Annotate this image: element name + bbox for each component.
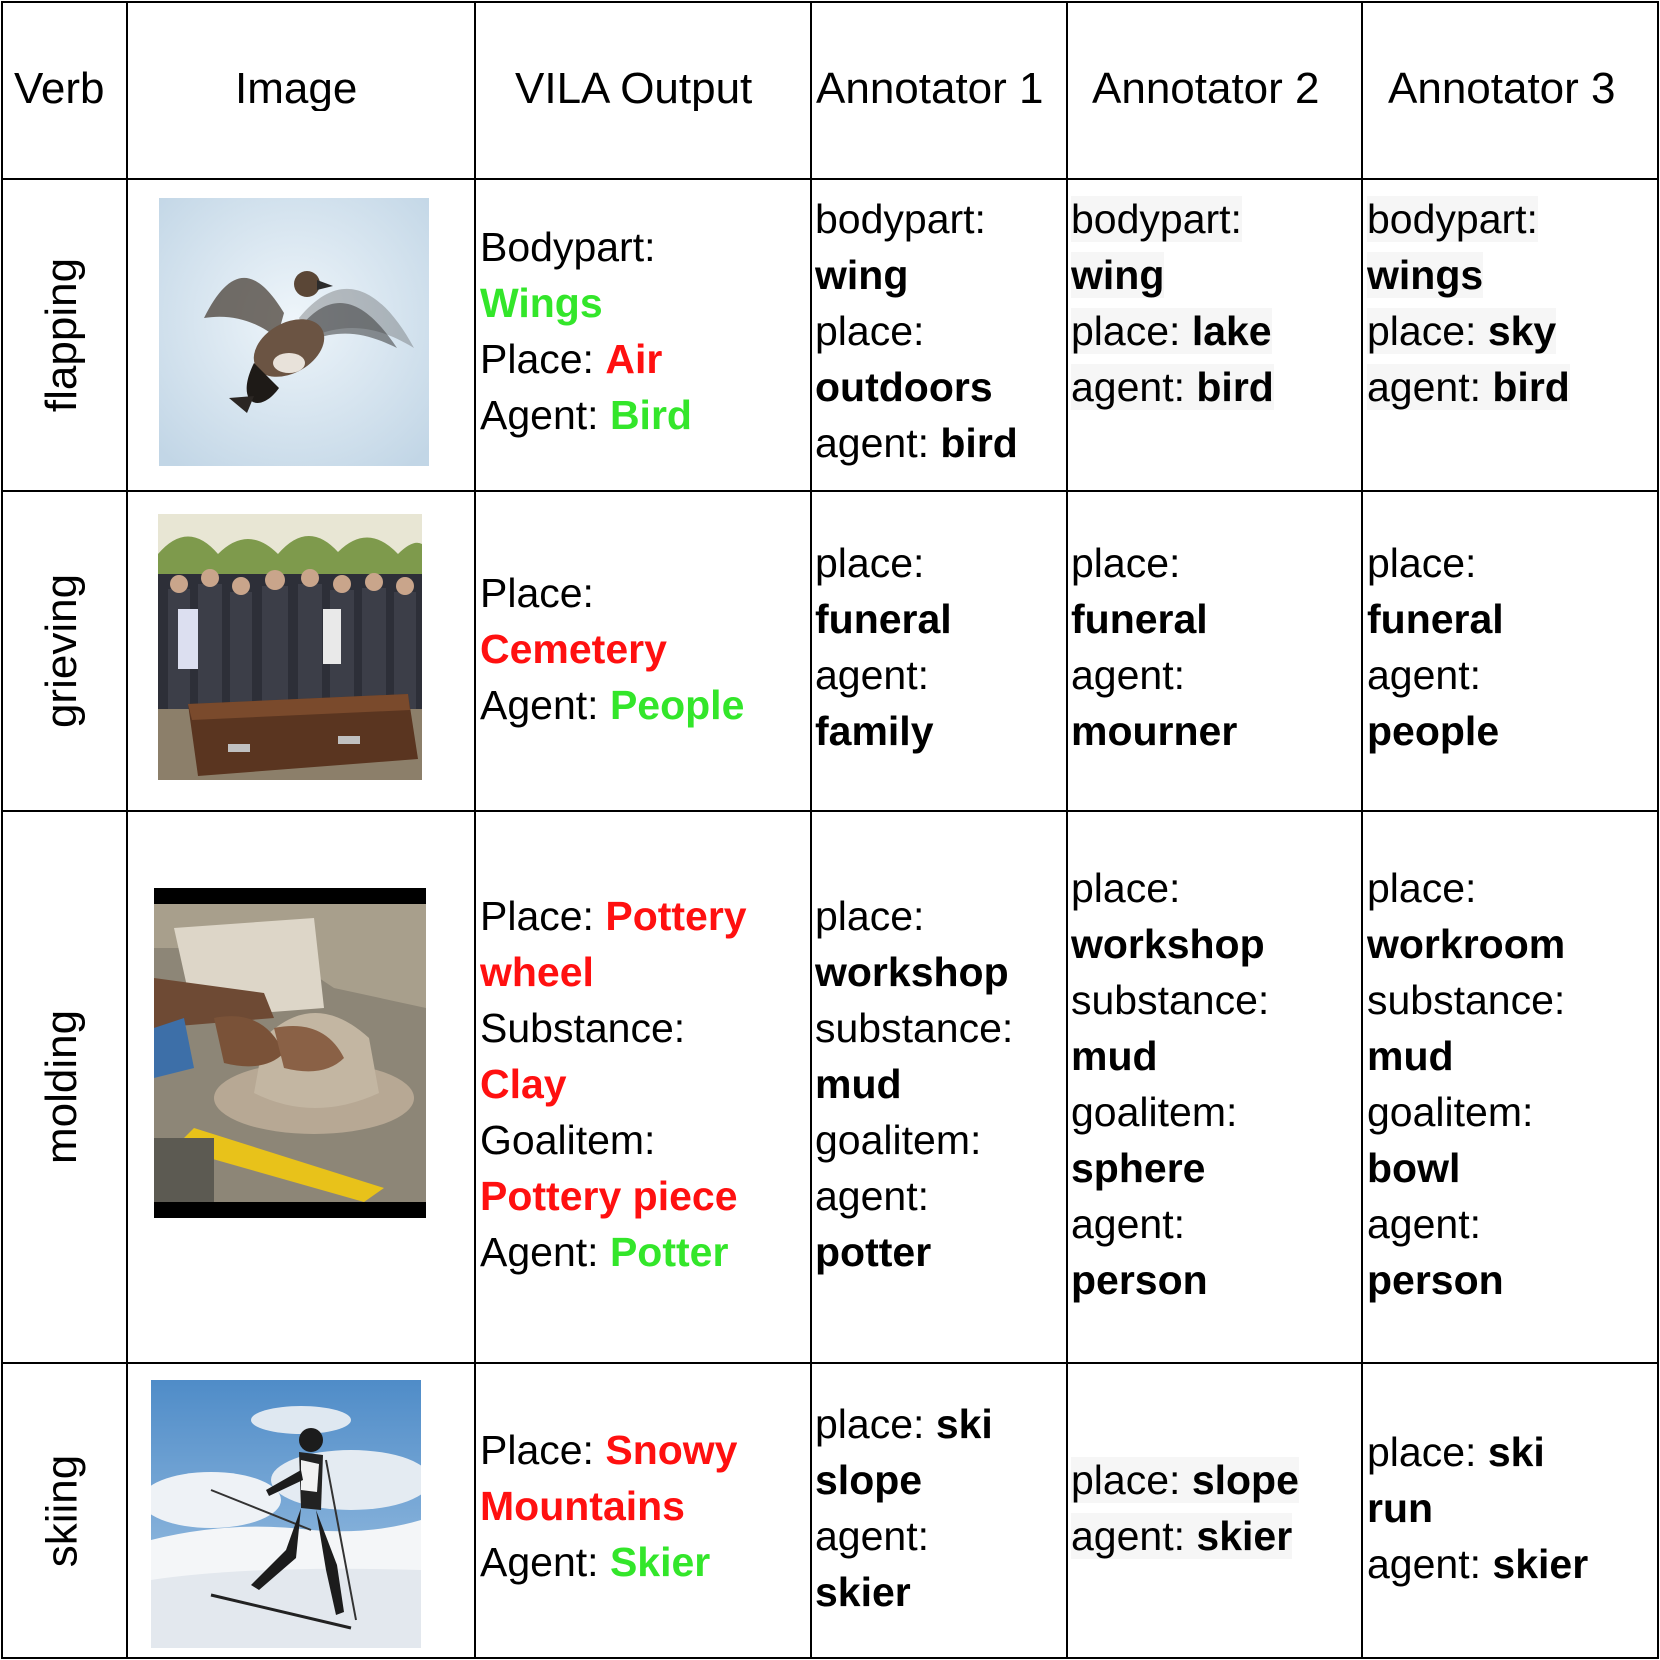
role-label: Place:: [480, 336, 606, 382]
role-label: agent:: [1071, 652, 1185, 698]
duck-in-flight-photo: [159, 198, 429, 466]
vila-output-cell: [480, 888, 747, 1280]
predicted-value-correct: Potter: [609, 1229, 729, 1275]
role-label: bodypart:: [1071, 196, 1242, 242]
predicted-value-incorrect: wheel: [480, 949, 594, 995]
column-divider: [1066, 1, 1068, 1659]
annotation-value: run: [1367, 1485, 1434, 1531]
vila-output-cell: [480, 565, 744, 733]
annotation-value: ski: [935, 1401, 993, 1447]
role-label: place:: [1367, 540, 1477, 586]
annotation-value: skier: [1196, 1513, 1293, 1559]
role-label: place:: [1367, 865, 1477, 911]
role-label: Place:: [480, 1427, 606, 1473]
role-label: place:: [815, 540, 925, 586]
annotation-value: ski: [1487, 1429, 1545, 1475]
column-divider: [126, 1, 128, 1659]
annotation-value: people: [1367, 708, 1500, 754]
predicted-value-correct: Skier: [609, 1539, 711, 1585]
predicted-value-incorrect: Air: [605, 336, 663, 382]
predicted-value-incorrect: Snowy: [605, 1427, 738, 1473]
column-divider: [810, 1, 812, 1659]
funeral-crowd-photo: [158, 514, 422, 780]
annotator-3-cell: [1367, 860, 1565, 1308]
predicted-value-correct: Wings: [480, 280, 603, 326]
role-label: place:: [1071, 1457, 1192, 1503]
role-label: Bodypart:: [480, 224, 656, 270]
table-border-bottom: [1, 1657, 1659, 1659]
role-label: agent:: [815, 1513, 929, 1559]
header-image: Image: [235, 67, 358, 111]
role-label: substance:: [815, 1005, 1014, 1051]
row-divider: [1, 178, 1659, 180]
annotation-value: mud: [1071, 1033, 1158, 1079]
annotation-value: wing: [1071, 252, 1165, 298]
verb-cell: [0, 812, 125, 1362]
role-label: bodypart:: [815, 196, 986, 242]
annotation-value: bird: [940, 420, 1018, 466]
role-label: agent:: [1367, 652, 1481, 698]
annotation-value: wing: [815, 252, 909, 298]
predicted-value-incorrect: Mountains: [480, 1483, 685, 1529]
role-label: goalitem:: [815, 1117, 982, 1163]
role-label: agent:: [1367, 1541, 1493, 1587]
cross-country-skier-photo: [151, 1380, 421, 1648]
annotator-2-cell: [1071, 860, 1269, 1308]
predicted-value-incorrect: Pottery: [605, 893, 747, 939]
role-label: Agent:: [480, 392, 610, 438]
role-label: Goalitem:: [480, 1117, 656, 1163]
role-label: place:: [1071, 540, 1181, 586]
annotation-value: wings: [1367, 252, 1484, 298]
role-label: substance:: [1071, 977, 1270, 1023]
annotation-value: workshop: [1071, 921, 1265, 967]
annotation-value: workroom: [1367, 921, 1566, 967]
role-label: place:: [815, 308, 925, 354]
role-label: place:: [1367, 1429, 1488, 1475]
verb-label: flapping: [37, 257, 87, 413]
annotation-value: potter: [815, 1229, 932, 1275]
verb-label: grieving: [37, 573, 87, 729]
annotation-value: family: [815, 708, 934, 754]
pottery-wheel-photo: [154, 888, 426, 1218]
annotation-value: slope: [1191, 1457, 1299, 1503]
annotation-value: sky: [1487, 308, 1557, 354]
column-divider: [474, 1, 476, 1659]
table-border-top: [1, 1, 1659, 3]
annotator-2-cell: [1071, 191, 1274, 415]
verb-label: skiing: [37, 1454, 87, 1567]
verb-cell: [0, 1364, 125, 1657]
annotator-1-cell: [815, 888, 1013, 1280]
vila-output-cell: [480, 1422, 737, 1590]
role-label: place:: [815, 1401, 936, 1447]
annotation-value: mourner: [1071, 708, 1238, 754]
annotation-value: person: [1367, 1257, 1504, 1303]
role-label: Substance:: [480, 1005, 686, 1051]
predicted-value-correct: Bird: [609, 392, 692, 438]
role-label: place:: [1071, 308, 1192, 354]
annotation-value: outdoors: [815, 364, 993, 410]
role-label: Agent:: [480, 682, 610, 728]
annotation-value: lake: [1191, 308, 1272, 354]
predicted-value-correct: People: [609, 682, 745, 728]
verb-cell: [0, 492, 125, 810]
annotation-value: sphere: [1071, 1145, 1206, 1191]
role-label: agent:: [815, 652, 929, 698]
annotation-value: skier: [815, 1569, 911, 1615]
role-label: place:: [1071, 865, 1181, 911]
table-border-right: [1657, 1, 1659, 1659]
predicted-value-incorrect: Cemetery: [480, 626, 667, 672]
verb-cell: [0, 180, 125, 490]
role-label: agent:: [815, 420, 941, 466]
annotator-3-cell: [1367, 535, 1504, 759]
annotator-1-cell: [815, 191, 1018, 471]
role-label: substance:: [1367, 977, 1566, 1023]
column-divider: [1361, 1, 1363, 1659]
row-divider: [1, 1362, 1659, 1364]
header-verb: Verb: [14, 67, 105, 111]
role-label: Agent:: [480, 1539, 610, 1585]
role-label: goalitem:: [1367, 1089, 1534, 1135]
row-divider: [1, 810, 1659, 812]
annotation-value: bird: [1492, 364, 1570, 410]
role-label: bodypart:: [1367, 196, 1538, 242]
annotator-1-cell: [815, 535, 952, 759]
annotation-value: mud: [815, 1061, 902, 1107]
verb-label: molding: [37, 1009, 87, 1165]
role-label: agent:: [815, 1173, 929, 1219]
header-annotator-3: Annotator 3: [1388, 67, 1616, 111]
header-annotator-2: Annotator 2: [1092, 67, 1320, 111]
annotator-2-cell: [1071, 535, 1237, 759]
role-label: place:: [1367, 308, 1488, 354]
annotation-value: funeral: [815, 596, 952, 642]
annotation-value: person: [1071, 1257, 1208, 1303]
role-label: agent:: [1071, 364, 1197, 410]
row-divider: [1, 490, 1659, 492]
annotation-value: workshop: [815, 949, 1009, 995]
annotator-2-cell: [1071, 1452, 1299, 1564]
vila-output-cell: [480, 219, 692, 443]
header-vila-output: VILA Output: [515, 67, 753, 111]
annotation-value: slope: [815, 1457, 923, 1503]
annotation-value: bird: [1196, 364, 1274, 410]
role-label: agent:: [1071, 1513, 1197, 1559]
annotation-value: mud: [1367, 1033, 1454, 1079]
predicted-value-incorrect: Clay: [480, 1061, 567, 1107]
role-label: Agent:: [480, 1229, 610, 1275]
role-label: Place:: [480, 893, 606, 939]
annotator-1-cell: [815, 1396, 993, 1620]
annotation-value: skier: [1492, 1541, 1589, 1587]
role-label: agent:: [1367, 1201, 1481, 1247]
annotator-3-cell: [1367, 191, 1570, 415]
role-label: goalitem:: [1071, 1089, 1238, 1135]
role-label: place:: [815, 893, 925, 939]
annotation-value: funeral: [1367, 596, 1504, 642]
annotation-value: funeral: [1071, 596, 1208, 642]
role-label: Place:: [480, 570, 594, 616]
annotator-3-cell: [1367, 1424, 1588, 1592]
predicted-value-incorrect: Pottery piece: [480, 1173, 738, 1219]
annotation-value: bowl: [1367, 1145, 1461, 1191]
header-annotator-1: Annotator 1: [816, 67, 1044, 111]
role-label: agent:: [1071, 1201, 1185, 1247]
role-label: agent:: [1367, 364, 1493, 410]
